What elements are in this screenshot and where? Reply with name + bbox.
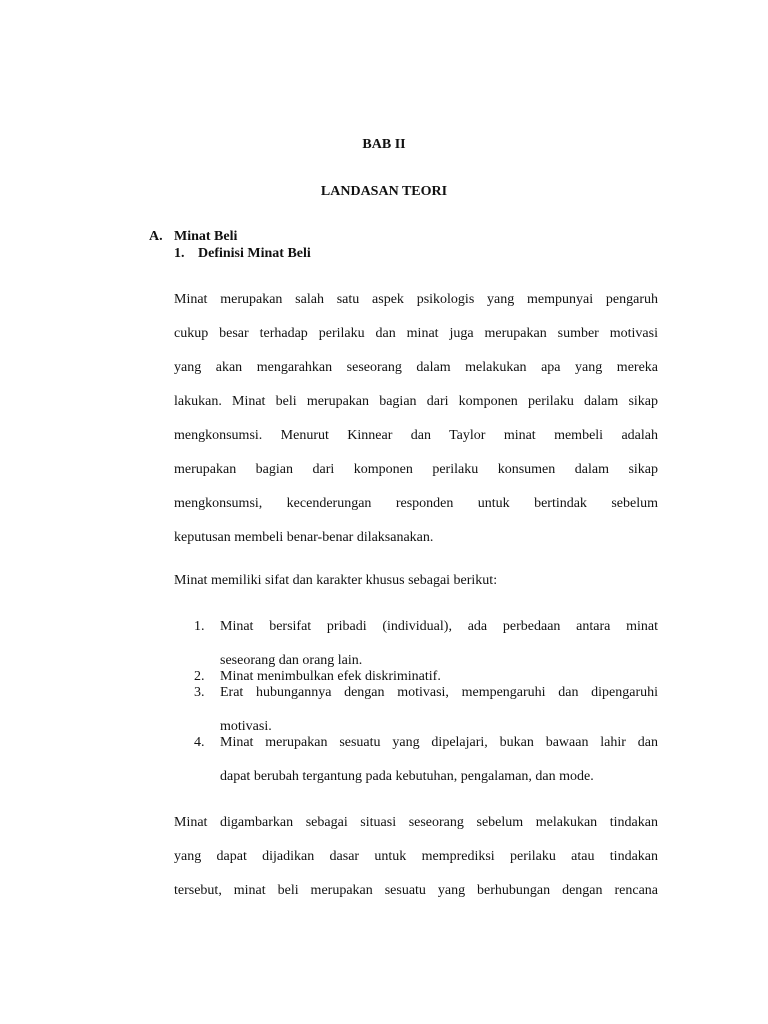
paragraph-line: lakukan. Minat beli merupakan bagian dari komponen perilaku dalam sikap (174, 394, 658, 409)
paragraph-line: yang dapat dijadikan dasar untuk memprediksi perilaku atau tindakan (174, 849, 658, 864)
paragraph-definition (174, 292, 658, 564)
list-item-number: 1. (194, 619, 205, 634)
list-item-number: 3. (194, 685, 205, 700)
paragraph-line: yang akan mengarahkan seseorang dalam melakukan apa yang mereka (174, 360, 658, 375)
subsection-title: Definisi Minat Beli (198, 246, 311, 261)
paragraph-line: mengkonsumsi. Menurut Kinnear dan Taylor minat membeli adalah (174, 428, 658, 443)
list-item-line: Minat menimbulkan efek diskriminatif. (220, 669, 441, 684)
list-item-line: seseorang dan orang lain. (220, 653, 363, 668)
list-item-line: Erat hubungannya dengan motivasi, mempengaruhi dan dipengaruhi (220, 685, 658, 700)
list-item-line: Minat merupakan sesuatu yang dipelajari, bukan bawaan lahir dan (220, 735, 658, 750)
list-item (194, 669, 658, 685)
subsection-heading (174, 246, 311, 262)
list-item-line: motivasi. (220, 719, 272, 734)
list-item-number: 2. (194, 669, 205, 684)
characteristics-list (194, 619, 658, 785)
paragraph-line: cukup besar terhadap perilaku dan minat juga merupakan sumber motivasi (174, 326, 658, 341)
list-item (194, 735, 658, 785)
paragraph-line: merupakan bagian dari komponen perilaku konsumen dalam sikap (174, 462, 658, 477)
chapter-number: BAB II (362, 137, 406, 152)
chapter-title: LANDASAN TEORI (320, 184, 448, 199)
list-item-number: 4. (194, 735, 205, 750)
list-item-line: Minat bersifat pribadi (individual), ada perbedaan antara minat (220, 619, 658, 634)
paragraph-description (174, 815, 658, 917)
section-title: Minat Beli (174, 229, 238, 244)
section-heading (149, 229, 237, 245)
paragraph-line: keputusan membeli benar-benar dilaksanakan. (174, 530, 434, 545)
subsection-number: 1. (174, 246, 185, 261)
list-item (194, 619, 658, 669)
paragraph-line: Minat memiliki sifat dan karakter khusus sebagai berikut: (174, 573, 498, 588)
paragraph-line: Minat digambarkan sebagai situasi seseorang sebelum melakukan tindakan (174, 815, 658, 830)
section-letter: A. (149, 229, 163, 244)
paragraph-intro-list (174, 573, 658, 607)
list-item (194, 685, 658, 735)
paragraph-line: mengkonsumsi, kecenderungan responden untuk bertindak sebelum (174, 496, 658, 511)
list-item-line: dapat berubah tergantung pada kebutuhan, pengalaman, dan mode. (220, 769, 594, 784)
paragraph-line: tersebut, minat beli merupakan sesuatu yang berhubungan dengan rencana (174, 883, 658, 898)
paragraph-line: Minat merupakan salah satu aspek psikologis yang mempunyai pengaruh (174, 292, 658, 307)
